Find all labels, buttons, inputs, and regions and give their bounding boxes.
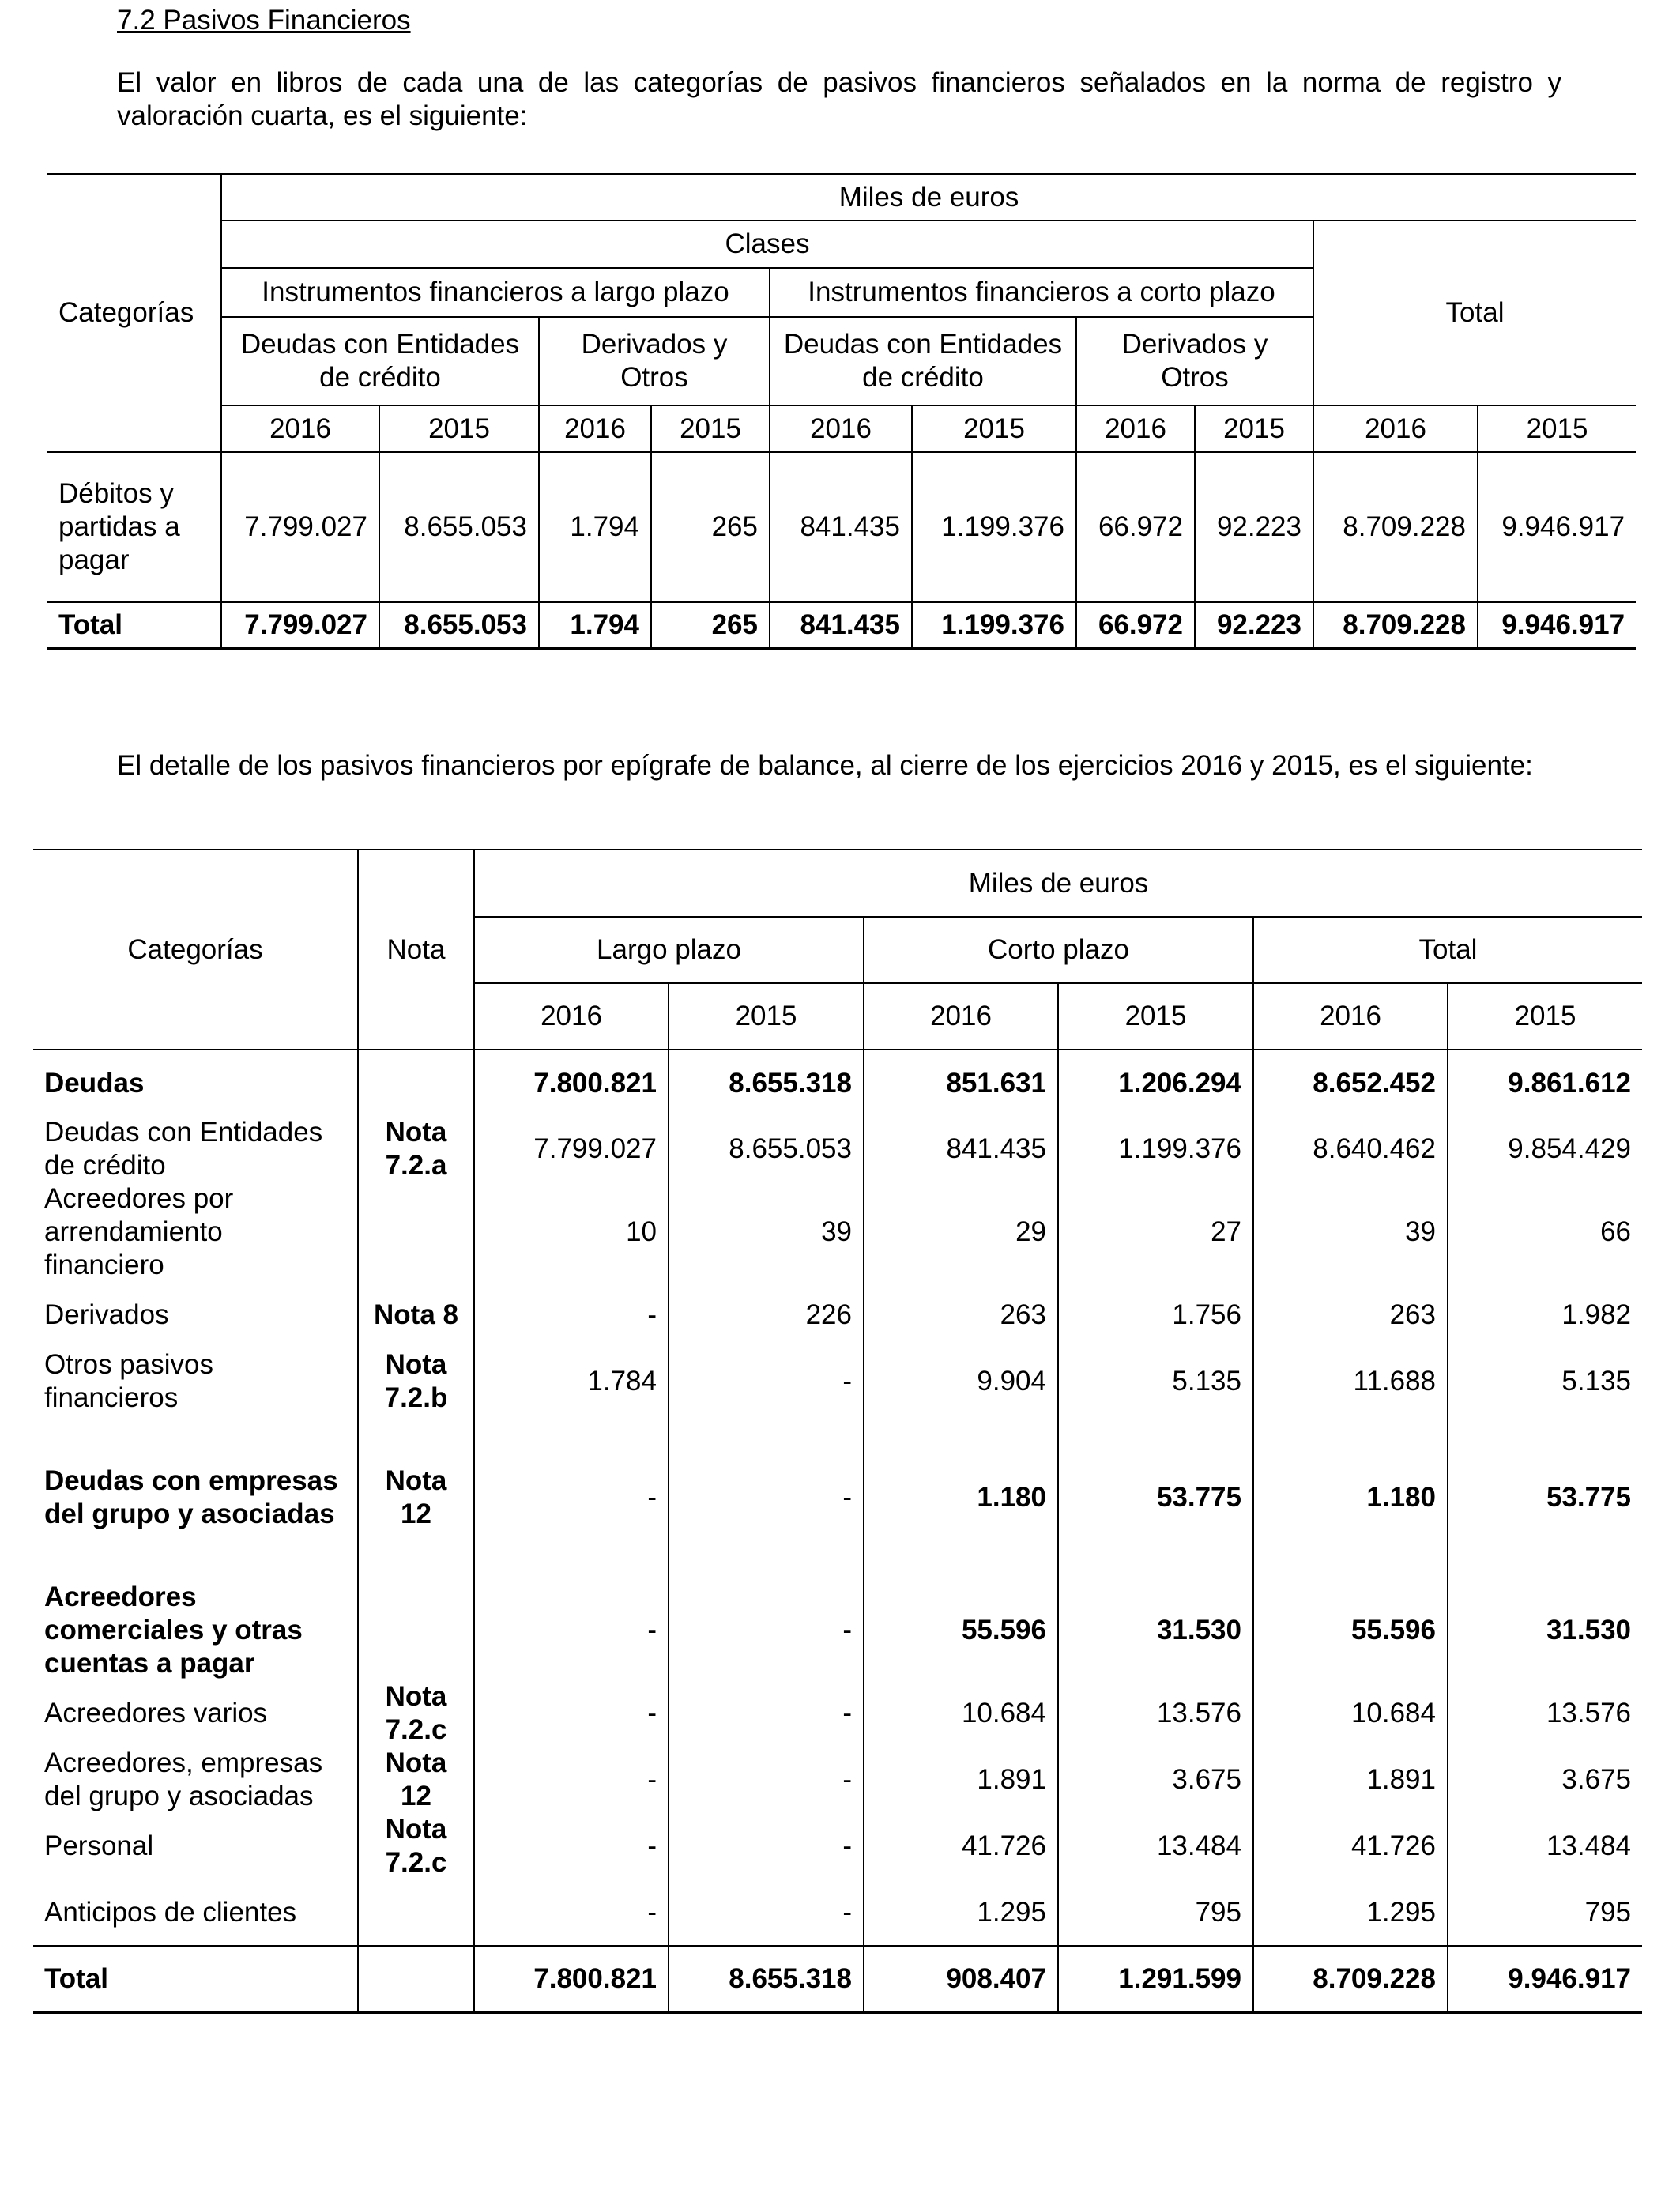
- t2-cell: 1.295: [1253, 1879, 1448, 1946]
- t2-cell: -: [669, 1879, 864, 1946]
- t2-cell: -: [669, 1348, 864, 1415]
- t2-header-total: Total: [1253, 917, 1642, 983]
- t2-cell: 13.576: [1448, 1680, 1642, 1747]
- t2-cell: 53.775: [1448, 1448, 1642, 1547]
- t2-cell: 39: [669, 1182, 864, 1282]
- t2-row-nota: Nota 12: [358, 1448, 474, 1547]
- t1-total-cell: 1.199.376: [912, 602, 1076, 648]
- t2-row-label: Personal: [44, 1830, 154, 1861]
- t2-total-cell: 8.655.318: [669, 1946, 864, 2012]
- t2-year: 2015: [1058, 983, 1253, 1050]
- t1-total-row: [47, 602, 1636, 648]
- t2-row-nota: Nota 12: [358, 1747, 474, 1813]
- balance-detail-table: [33, 849, 1642, 2014]
- t2-row-label: Deudas con empresas del grupo y asociadas: [44, 1465, 338, 1529]
- t2-cell: 3.675: [1058, 1747, 1253, 1813]
- t2-cell: 39: [1253, 1182, 1448, 1282]
- t2-year: 2016: [474, 983, 669, 1050]
- table-row: [47, 452, 1636, 602]
- t2-cell: 3.675: [1448, 1747, 1642, 1813]
- table-row: [33, 1282, 1642, 1348]
- t2-cell: 11.688: [1253, 1348, 1448, 1415]
- t2-cell: 53.775: [1058, 1448, 1253, 1547]
- t1-header-cp: Instrumentos financieros a corto plazo: [770, 268, 1313, 317]
- t2-header-cp: Corto plazo: [864, 917, 1253, 983]
- t1-year: 2015: [912, 405, 1076, 452]
- t1-header-lp-deudas: Deudas con Entidades de crédito: [221, 317, 539, 405]
- t2-cell: 10: [474, 1182, 669, 1282]
- t2-year: 2015: [1448, 983, 1642, 1050]
- t2-cell: 5.135: [1448, 1348, 1642, 1415]
- t2-cell: 795: [1448, 1879, 1642, 1946]
- t2-row-nota: Nota 7.2.c: [358, 1813, 474, 1879]
- t2-cell: 27: [1058, 1182, 1253, 1282]
- t2-cell: 1.295: [864, 1879, 1058, 1946]
- t1-header-lp-derivados: Derivados y Otros: [539, 317, 770, 405]
- table-row: [33, 1050, 1642, 1116]
- t2-row-nota: Nota 7.2.a: [358, 1116, 474, 1182]
- t2-cell: 55.596: [864, 1581, 1058, 1680]
- t2-cell: 29: [864, 1182, 1058, 1282]
- t2-row-nota: Nota 8: [358, 1282, 474, 1348]
- t2-row-nota: [358, 1581, 474, 1680]
- t2-cell: -: [669, 1813, 864, 1879]
- t2-cell: -: [474, 1747, 669, 1813]
- t1-year: 2015: [379, 405, 539, 452]
- t2-cell: 1.206.294: [1058, 1050, 1253, 1116]
- t2-total-cell: 8.709.228: [1253, 1946, 1448, 2012]
- t1-year: 2015: [1478, 405, 1636, 452]
- t1-total-label: Total: [47, 602, 221, 648]
- t2-cell: 13.484: [1448, 1813, 1642, 1879]
- t2-cell: 795: [1058, 1879, 1253, 1946]
- t2-row-nota: Nota 7.2.c: [358, 1680, 474, 1747]
- table-row: [33, 1182, 1642, 1282]
- t2-year: 2015: [669, 983, 864, 1050]
- t2-cell: -: [669, 1581, 864, 1680]
- t1-cell: 1.199.376: [912, 452, 1076, 602]
- t2-cell: 10.684: [864, 1680, 1058, 1747]
- t1-header-cp-deudas: Deudas con Entidades de crédito: [770, 317, 1076, 405]
- t2-cell: 1.199.376: [1058, 1116, 1253, 1182]
- t2-year: 2016: [864, 983, 1058, 1050]
- t1-total-cell: 841.435: [770, 602, 912, 648]
- t2-header-categories: Categorías: [33, 850, 358, 1050]
- t1-year: 2016: [221, 405, 379, 452]
- t2-total-cell: 7.800.821: [474, 1946, 669, 2012]
- t1-cell: 841.435: [770, 452, 912, 602]
- t1-total-cell: 9.946.917: [1478, 602, 1636, 648]
- t2-total-cell: 9.946.917: [1448, 1946, 1642, 2012]
- t2-row-nota: [358, 1182, 474, 1282]
- t2-cell: -: [474, 1282, 669, 1348]
- t2-cell: 8.652.452: [1253, 1050, 1448, 1116]
- t2-cell: 8.655.053: [669, 1116, 864, 1182]
- t2-cell: 41.726: [1253, 1813, 1448, 1879]
- t1-total-cell: 1.794: [539, 602, 651, 648]
- t2-cell: 7.800.821: [474, 1050, 669, 1116]
- t2-row-label: Derivados: [44, 1299, 169, 1330]
- t2-cell: 851.631: [864, 1050, 1058, 1116]
- t1-cell: 66.972: [1076, 452, 1195, 602]
- t2-row-nota: [358, 1879, 474, 1946]
- t2-cell: 263: [864, 1282, 1058, 1348]
- t2-cell: -: [669, 1747, 864, 1813]
- table-row: [33, 1879, 1642, 1946]
- t1-header-categories: Categorías: [47, 174, 221, 452]
- t2-row-label: Deudas con Entidades de crédito: [44, 1117, 323, 1181]
- t2-cell: 1.180: [864, 1448, 1058, 1547]
- t2-cell: -: [474, 1448, 669, 1547]
- t2-header-miles: Miles de euros: [474, 850, 1642, 917]
- t2-cell: 1.180: [1253, 1448, 1448, 1547]
- t1-total-cell: 66.972: [1076, 602, 1195, 648]
- t2-total-cell: 1.291.599: [1058, 1946, 1253, 2012]
- t2-cell: -: [474, 1879, 669, 1946]
- t1-cell: 265: [651, 452, 770, 602]
- t2-cell: -: [474, 1813, 669, 1879]
- t1-cell: 8.709.228: [1313, 452, 1478, 602]
- t2-cell: 31.530: [1448, 1581, 1642, 1680]
- t2-total-nota: [358, 1946, 474, 2012]
- t2-cell: 41.726: [864, 1813, 1058, 1879]
- t2-cell: -: [474, 1680, 669, 1747]
- carrying-value-table: [47, 173, 1636, 650]
- t2-cell: 263: [1253, 1282, 1448, 1348]
- t2-cell: 10.684: [1253, 1680, 1448, 1747]
- t1-header-miles: Miles de euros: [221, 174, 1636, 221]
- t1-total-cell: 265: [651, 602, 770, 648]
- t2-total-label: Total: [33, 1946, 358, 2012]
- t2-row-label: Otros pasivos financieros: [44, 1349, 213, 1413]
- t2-cell: 55.596: [1253, 1581, 1448, 1680]
- t1-year: 2015: [651, 405, 770, 452]
- t2-cell: 7.799.027: [474, 1116, 669, 1182]
- t2-cell: 1.982: [1448, 1282, 1642, 1348]
- t2-cell: 31.530: [1058, 1581, 1253, 1680]
- t2-cell: 5.135: [1058, 1348, 1253, 1415]
- t2-row-label: Acreedores, empresas del grupo y asociadas: [44, 1747, 323, 1811]
- t1-cell: 8.655.053: [379, 452, 539, 602]
- t1-cell: 1.794: [539, 452, 651, 602]
- t1-row-label: Débitos y partidas a pagar: [47, 452, 221, 602]
- t2-cell: 8.640.462: [1253, 1116, 1448, 1182]
- t2-cell: 1.891: [1253, 1747, 1448, 1813]
- t2-cell: 9.904: [864, 1348, 1058, 1415]
- t1-cell: 9.946.917: [1478, 452, 1636, 602]
- table-row: [33, 1581, 1642, 1680]
- t1-total-cell: 92.223: [1195, 602, 1313, 648]
- t2-year: 2016: [1253, 983, 1448, 1050]
- t2-cell: 66: [1448, 1182, 1642, 1282]
- t2-cell: 226: [669, 1282, 864, 1348]
- table-row: [33, 1813, 1642, 1879]
- t1-total-cell: 8.709.228: [1313, 602, 1478, 648]
- t2-cell: 13.576: [1058, 1680, 1253, 1747]
- t2-cell: 9.861.612: [1448, 1050, 1642, 1116]
- t1-year: 2015: [1195, 405, 1313, 452]
- t1-cell: 7.799.027: [221, 452, 379, 602]
- table-row: [33, 1116, 1642, 1182]
- t2-header-lp: Largo plazo: [474, 917, 864, 983]
- t2-total-row: [33, 1946, 1642, 2012]
- detail-paragraph: El detalle de los pasivos financieros por epígrafe de balance, al cierre de los ejercicios 2016 y 2015, es el siguiente:: [117, 750, 1533, 781]
- table-row: [33, 1680, 1642, 1747]
- t2-header-nota: Nota: [358, 850, 474, 1050]
- table-row: [33, 1448, 1642, 1547]
- t1-cell: 92.223: [1195, 452, 1313, 602]
- intro-paragraph: El valor en libros de cada una de las categorías de pasivos financieros señalados en la norma de registro y valoración cuarta, es el siguiente:: [117, 67, 1561, 131]
- t2-row-label: Acreedores por arrendamiento financiero: [44, 1183, 234, 1280]
- t1-header-clases: Clases: [221, 221, 1313, 268]
- section-title: 7.2 Pasivos Financieros: [117, 5, 411, 36]
- t2-row-label: Deudas: [44, 1067, 145, 1099]
- t2-row-label: Anticipos de clientes: [44, 1896, 297, 1928]
- t1-year: 2016: [539, 405, 651, 452]
- t1-header-total: Total: [1313, 221, 1636, 405]
- t1-total-cell: 8.655.053: [379, 602, 539, 648]
- t1-total-cell: 7.799.027: [221, 602, 379, 648]
- t2-row-nota: [358, 1050, 474, 1116]
- t2-cell: 13.484: [1058, 1813, 1253, 1879]
- table-row: [33, 1747, 1642, 1813]
- t2-cell: -: [669, 1680, 864, 1747]
- t2-cell: 8.655.318: [669, 1050, 864, 1116]
- table-row: [33, 1348, 1642, 1415]
- t1-year: 2016: [1076, 405, 1195, 452]
- t2-total-cell: 908.407: [864, 1946, 1058, 2012]
- t2-cell: -: [669, 1448, 864, 1547]
- t2-cell: -: [474, 1581, 669, 1680]
- t2-row-nota: Nota 7.2.b: [358, 1348, 474, 1415]
- t2-cell: 1.784: [474, 1348, 669, 1415]
- t2-row-label: Acreedores varios: [44, 1698, 268, 1728]
- t2-cell: 841.435: [864, 1116, 1058, 1182]
- t1-year: 2016: [1313, 405, 1478, 452]
- t1-header-lp: Instrumentos financieros a largo plazo: [221, 268, 770, 317]
- t2-row-label: Acreedores comerciales y otras cuentas a pagar: [44, 1581, 303, 1679]
- t1-year: 2016: [770, 405, 912, 452]
- t1-header-cp-derivados: Derivados y Otros: [1076, 317, 1313, 405]
- t2-cell: 9.854.429: [1448, 1116, 1642, 1182]
- t2-cell: 1.756: [1058, 1282, 1253, 1348]
- t2-cell: 1.891: [864, 1747, 1058, 1813]
